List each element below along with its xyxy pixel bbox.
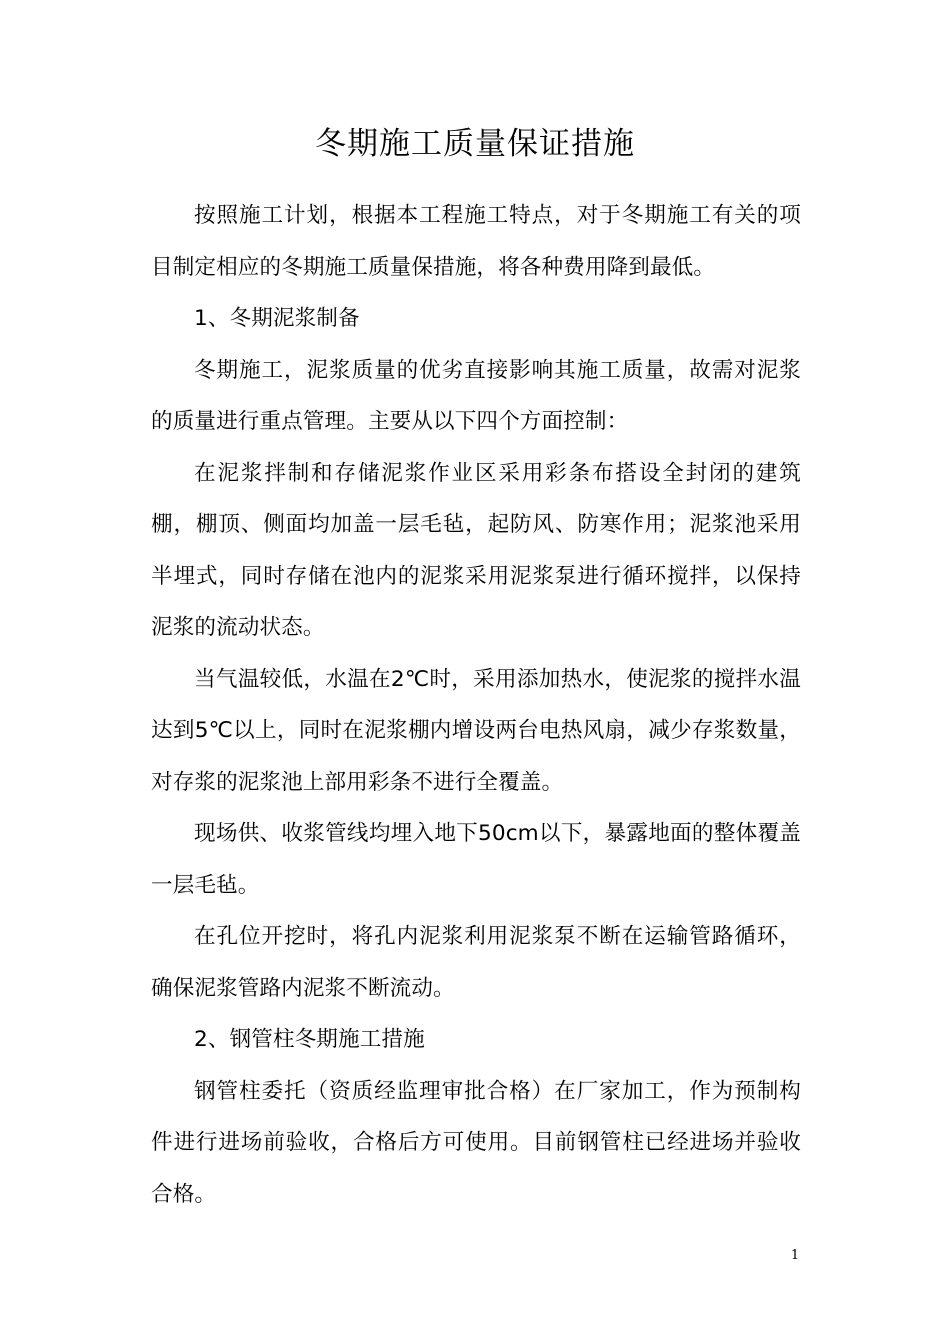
paragraph-mud-shed: 在泥浆拌制和存储泥浆作业区采用彩条布搭设全封闭的建筑棚，棚顶、侧面均加盖一层毛毡，起防风、防寒作用；泥浆池采用半埋式，同时存储在池内的泥浆采用泥浆泵进行循环搅拌，以保持泥浆的流动状态。 (151, 460, 801, 640)
paragraph-steel-column: 钢管柱委托（资质经监理审批合格）在厂家加工，作为预制构件进行进场前验收，合格后方可使用。目前钢管柱已经进场并验收合格。 (151, 1078, 801, 1207)
page-number: 1 (790, 1248, 800, 1263)
paragraph-mud-quality: 冬期施工，泥浆质量的优劣直接影响其施工质量，故需对泥浆的质量进行重点管理。主要从以下四个方面控制： (151, 357, 801, 434)
paragraph-hole-circulation: 在孔位开挖时，将孔内泥浆利用泥浆泵不断在运输管路循环，确保泥浆管路内泥浆不断流动。 (151, 924, 801, 1001)
document-body (151, 190, 801, 1220)
section-heading-mud-preparation: 1、冬期泥浆制备 (194, 306, 360, 331)
paragraph-intro: 按照施工计划，根据本工程施工特点，对于冬期施工有关的项目制定相应的冬期施工质量保措施，将各种费用降到最低。 (151, 203, 801, 280)
section-heading-steel-column: 2、钢管柱冬期施工措施 (194, 1027, 425, 1052)
paragraph-water-temperature: 当气温较低，水温在2℃时，采用添加热水，使泥浆的搅拌水温达到5℃以上，同时在泥浆棚内增设两台电热风扇，减少存浆数量，对存浆的泥浆池上部用彩条不进行全覆盖。 (151, 666, 801, 795)
paragraph-pipelines: 现场供、收浆管线均埋入地下50cm以下，暴露地面的整体覆盖一层毛毡。 (151, 821, 801, 898)
document-title: 冬期施工质量保证措施 (315, 126, 635, 162)
